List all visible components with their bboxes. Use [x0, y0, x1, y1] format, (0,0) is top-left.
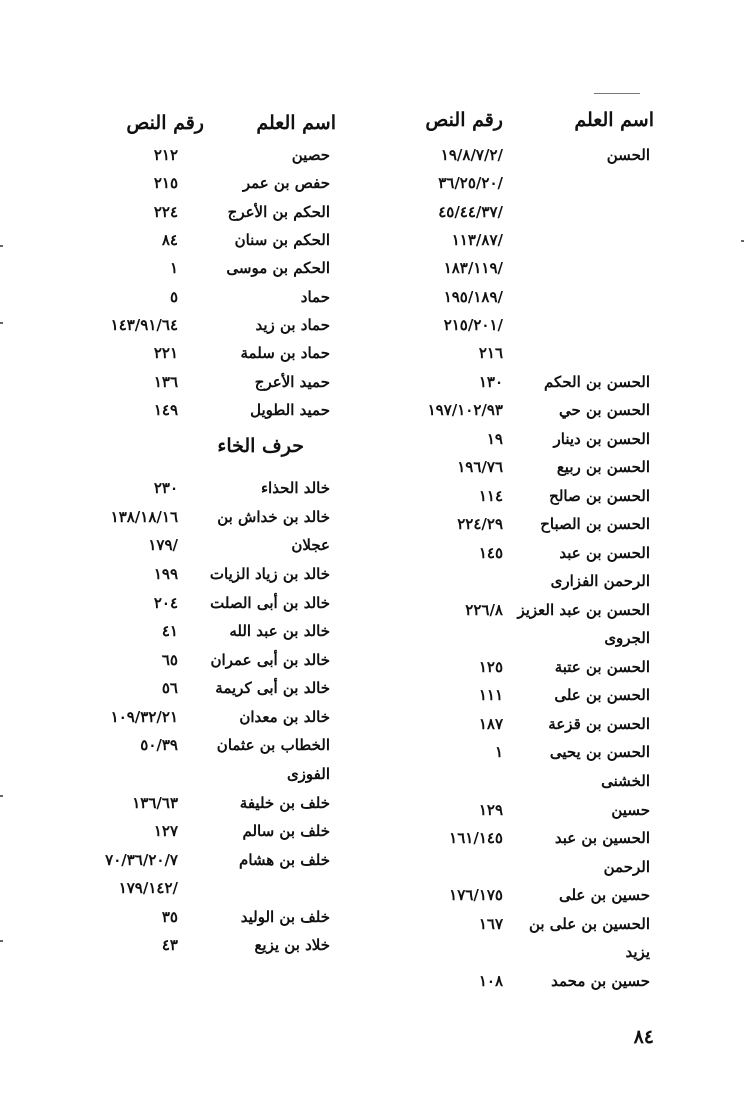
- list-item-name: خالد بن أبى الصلت: [210, 594, 330, 612]
- list-item-num: ١: [169, 259, 178, 277]
- list-item-num: ١٣٦/٦٣: [132, 794, 178, 812]
- list-item-num: ١٩: [486, 430, 503, 448]
- list-item-name: الحسن بن عبد: [559, 544, 650, 562]
- list-item-name: حماد: [300, 288, 330, 306]
- list-item-name: خالد بن خداش بن: [217, 508, 330, 526]
- list-item-num: ٢١٢: [153, 146, 178, 164]
- list-item-name: حميد الطويل: [250, 401, 330, 419]
- left-num-header: رقم النص: [126, 112, 204, 134]
- list-item-name: خالد بن معدان: [239, 708, 330, 726]
- list-item-num: ١٠٩/٣٢/٢١: [110, 708, 178, 726]
- list-item-name: يزيد: [625, 943, 650, 961]
- list-item-name: الحسن بن دينار: [553, 430, 650, 448]
- list-item-num: ١٨٧: [478, 715, 503, 733]
- section-heading: حرف الخاء: [217, 435, 304, 457]
- list-item-name: الحسن بن عتبة: [554, 658, 650, 676]
- list-item-name: الرحمن الفزارى: [550, 572, 650, 590]
- list-item-num: ١٩٧/١٠٢/٩٣: [427, 401, 503, 419]
- list-item-num: ١١١: [478, 686, 503, 704]
- list-item-name: الحسن بن عبد العزيز: [517, 601, 650, 619]
- list-item-name: الخشنى: [601, 772, 650, 790]
- list-item-name: الحكم بن موسى: [226, 259, 330, 277]
- list-item-name: حصين: [291, 146, 330, 164]
- list-item-name: الحسن بن صالح: [549, 487, 650, 505]
- left-name-header: اسم العلم: [256, 112, 336, 134]
- list-item-name: خالد بن عبد الله: [229, 622, 330, 640]
- list-item-num: ٢٢١: [153, 344, 178, 362]
- list-item-name: الحكم بن سنان: [234, 231, 330, 249]
- list-item-num: /١٩٥/١٨٩: [443, 288, 503, 306]
- list-item-num: ١٢٥: [478, 658, 503, 676]
- list-item-name: خلف بن الوليد: [240, 908, 330, 926]
- list-item-num: ٥: [169, 288, 178, 306]
- list-item-num: ١: [494, 743, 503, 761]
- list-item-name: حفص بن عمر: [242, 174, 330, 192]
- list-item-name: الفوزى: [286, 765, 330, 783]
- list-item-num: ١٦١/١٤٥: [449, 829, 503, 847]
- list-item-name: الرحمن: [603, 858, 650, 876]
- margin-mark: [0, 322, 3, 324]
- list-item-name: الخطاب بن عثمان: [216, 736, 330, 754]
- list-item-name: الحسن: [606, 146, 650, 164]
- list-item-num: ٦٥: [161, 651, 178, 669]
- top-rule: [594, 93, 640, 94]
- list-item-name: حسين: [611, 801, 650, 819]
- list-item-num: ١٩٩: [153, 565, 178, 583]
- list-item-name: خلف بن سالم: [242, 822, 330, 840]
- list-item-num: ٤١: [161, 622, 178, 640]
- right-name-header: اسم العلم: [574, 109, 654, 131]
- list-item-num: /٢١٥/٢٠١: [443, 316, 503, 334]
- list-item-num: ٥٦: [161, 679, 178, 697]
- list-item-name: الحسن بن الصباح: [540, 515, 650, 533]
- list-item-num: ١٣٠: [478, 373, 503, 391]
- list-item-name: الحسين بن على بن: [528, 915, 650, 933]
- list-item-num: ١١٤: [478, 487, 503, 505]
- margin-mark: [0, 940, 3, 942]
- page-number: ٨٤: [633, 1026, 654, 1048]
- list-item-name: عجلان: [291, 536, 330, 554]
- list-item-name: حسين بن على: [558, 886, 650, 904]
- list-item-name: خالد الحذاء: [260, 479, 330, 497]
- list-item-num: ١٤٩: [153, 401, 178, 419]
- list-item-name: الحسن بن يحيى: [549, 743, 650, 761]
- list-item-name: حسين بن محمد: [551, 972, 650, 990]
- list-item-name: الجروى: [604, 629, 650, 647]
- list-item-num: ٢٢٤: [153, 203, 178, 221]
- list-item-num: ٧٠/٣٦/٢٠/٧: [105, 851, 178, 869]
- list-item-num: ٥٠/٣٩: [140, 736, 178, 754]
- list-item-num: ١٤٣/٩١/٦٤: [110, 316, 178, 334]
- list-item-num: ٢٠٤: [153, 594, 178, 612]
- list-item-name: خلاد بن يزيع: [254, 936, 330, 954]
- list-item-name: خالد بن أبى عمران: [210, 651, 330, 669]
- list-item-num: /١٩/٨/٧/٢: [440, 146, 503, 164]
- list-item-name: خالد بن زياد الزيات: [209, 565, 330, 583]
- margin-mark: [0, 245, 3, 247]
- list-item-num: /١١٣/٨٧: [451, 231, 503, 249]
- list-item-num: ١٦٧: [478, 915, 503, 933]
- list-item-name: الحسن بن قزعة: [548, 715, 650, 733]
- list-item-num: ١٤٥: [478, 544, 503, 562]
- list-item-num: /١٧٩: [148, 536, 178, 554]
- list-item-num: ١٣٨/١٨/١٦: [110, 508, 178, 526]
- list-item-num: ٢١٦: [478, 344, 503, 362]
- list-item-name: حماد بن سلمة: [240, 344, 330, 362]
- list-item-name: حماد بن زيد: [255, 316, 330, 334]
- list-item-name: الحسن بن حي: [558, 401, 650, 419]
- list-item-num: /٤٥/٤٤/٣٧: [438, 203, 503, 221]
- list-item-name: الحكم بن الأعرج: [227, 203, 330, 221]
- list-item-name: الحسن بن الحكم: [544, 373, 650, 391]
- list-item-num: ٤٣: [161, 936, 178, 954]
- list-item-num: ٣٥: [161, 908, 178, 926]
- list-item-num: ١٧٦/١٧٥: [449, 886, 503, 904]
- list-item-num: ١٢٩: [478, 801, 503, 819]
- list-item-num: ٢٢٤/٢٩: [457, 515, 503, 533]
- list-item-name: الحسن بن ربيع: [556, 458, 650, 476]
- list-item-name: خلف بن هشام: [239, 851, 330, 869]
- list-item-num: ١٩٦/٧٦: [457, 458, 503, 476]
- list-item-num: /١٨٣/١١٩: [443, 259, 503, 277]
- list-item-name: الحسين بن عبد: [554, 829, 650, 847]
- list-item-num: ١٢٧: [153, 822, 178, 840]
- list-item-name: خالد بن أبى كريمة: [215, 679, 330, 697]
- list-item-num: ٢١٥: [153, 174, 178, 192]
- list-item-num: ٢٣٠: [153, 479, 178, 497]
- list-item-num: ٨٤: [161, 231, 178, 249]
- list-item-num: ١٣٦: [153, 373, 178, 391]
- list-item-num: /٣٦/٢٥/٢٠: [438, 174, 503, 192]
- list-item-name: الحسن بن على: [554, 686, 650, 704]
- list-item-name: حميد الأعرج: [254, 373, 330, 391]
- list-item-num: /١٧٩/١٤٢: [118, 879, 178, 897]
- list-item-num: ٢٢٦/٨: [465, 601, 503, 619]
- right-num-header: رقم النص: [425, 109, 503, 131]
- list-item-name: خلف بن خليفة: [239, 794, 330, 812]
- list-item-num: ١٠٨: [478, 972, 503, 990]
- margin-mark: [0, 795, 3, 797]
